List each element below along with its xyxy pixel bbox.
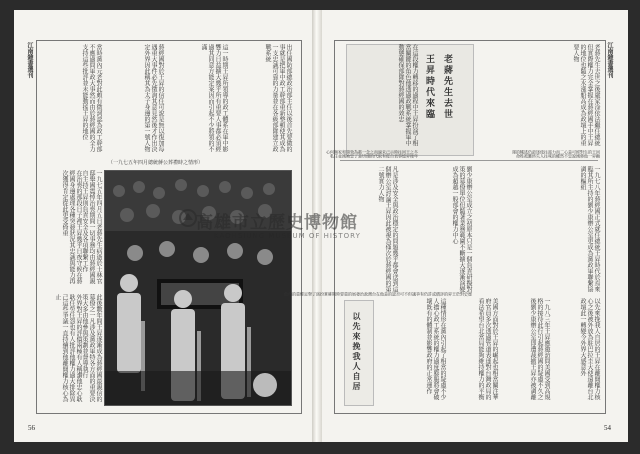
text-column: 外界對王昇的評價兩極有人稱讚他忠心耿耿任勞任怨也有人批評他權力過大排除異己這些爭議一直持續到他離開權力核心為止	[54, 294, 82, 402]
text-column: 一九七八年蔣經國正式就任總統王昇時代於焉來臨其所主持的劉少康辦公室更成為黨政軍聯繫協調的樞紐	[579, 166, 600, 292]
section-divider	[340, 160, 598, 161]
museum-logo-icon	[178, 208, 198, 228]
text-column: 凡是涉及安全與政治穩定的問題幾乎都會送到這個辦公室討論王昇因此被視為僅次於蔣經國的第二號實力人物	[377, 166, 398, 292]
text-column: 老蔣先生去世之後嚴家淦依法繼任總統但實際權力完全掌握在蔣經國手中王昇的地位也隨之水漲船高成為政壇上的重要人物	[572, 44, 600, 146]
headline-sub: 王昇時代來臨	[424, 54, 434, 120]
text-column: 這種情形在黨內引起了相當的疑慮不少人擔心政工系統的權力過度膨脹將會破壞既有的體制並影響政府的正常運作	[425, 298, 446, 400]
text-column: 出任國防部總政治部主任以後首先要做的事就是把軍中政工幹部重新整頓使其成為一支忠誠可靠的力量並在各級部隊建立政戰系統	[264, 44, 292, 152]
headline-third: 以先來挽我人自居	[352, 312, 361, 392]
left-page-number: 56	[28, 424, 35, 432]
text-column: 一九七五年四月五日老蔣先生病逝於士林官邸舉國震悼治喪期間一切事務均由蔣經國親自主持王昇則負責安全及各項聯繫工作	[81, 170, 102, 284]
text-column: 回顧王昇的一生他對蔣經國可說是忠心不二然而權力的滋味往往使人迷失最終仍難逃被犧牲的命運	[512, 150, 601, 158]
text-column: 此後數年間王昇逐漸成為蔣經國最親信的幕僚之一凡涉及黨政軍特各方面的重要決策大多由他參與策劃並督導執行	[81, 294, 102, 402]
text-column: 一九八三年王昇應邀訪問美國受到高規格的接待此行引起蔣經國的疑慮不久之後劉少康辦公室即遭裁撤王昇亦被調離	[529, 298, 550, 400]
headline-main: 老蔣先生去世	[442, 54, 452, 120]
right-running-head: 江南雜書選刊	[606, 42, 613, 78]
left-running-head: 江南雜書選刊	[26, 42, 33, 78]
text-column: 劉少康辦公室成立之初原本只是一個負責研擬對策的幕僚單位但隨著業務範圍不斷擴大逐漸演變成為超越一般部會的權力中心	[451, 166, 472, 292]
text-column: 當時黨內元老對此頗有微詞認為政工幹部不應過問軍政大事然而由於蔣經國的全力支持這些批評並未能動搖王昇的地位	[81, 44, 102, 152]
photo-caption: （一九七五年四月總統蔣公葬禮時之情形）	[108, 160, 204, 166]
text-column: 蔣經國對於王昇的信任可說是無以復加每遇重大事件必先徵詢其意見然後才作出決定外界因此稱其為太子身邊的第一號人物	[143, 44, 164, 152]
watermark-title: 高雄市立歷史博物館	[196, 213, 358, 233]
text-column: 美國方面對於王昇的崛起也相當關注華府官員多次透過管道表達對台灣政局的看法希望台北當局能夠維持權力的平衡	[477, 298, 498, 400]
watermark-subtitle: KAOHSIUNG MUSEUM OF HISTORY	[214, 232, 361, 240]
text-column: 這一時期王昇所領導的政工體系在軍中影響力日益擴大幾乎所有重要人事都必須經過其同意方能定案因而引起不少將領的不滿	[200, 44, 228, 152]
text-column: 在治喪的那段日子裡王昇幾乎日夜守候在蔣經國身邊處理各種突發狀況其忠誠與能力再次獲得肯定從此更受倚重	[61, 170, 82, 284]
text-column: 在這段權力轉移的過程中王昇扮演了相當關鍵的角色他透過政戰系統掌握軍中動態確保部隊對蔣經國的效忠	[397, 44, 418, 146]
funeral-photo	[104, 170, 292, 406]
text-column: 以先來挽我人自居的王昇在離開權力核心之後被外放為駐巴拉圭大使遠離台北政壇此一轉變令外界大感意外	[579, 298, 600, 400]
right-page-number: 54	[604, 424, 611, 432]
text-column: 歷史對於王昇的評價或許仍有爭議但不可否認的是他在台灣政治發展的重要時期確實扮演了舉足輕重的角色	[284, 292, 473, 296]
funeral-photo-graphic	[105, 171, 291, 405]
text-column: 多年之後王昇回憶往事時表示自己從未有過取而代之的念頭一切都是為了效忠領袖和國家並無任何私心	[326, 150, 419, 158]
